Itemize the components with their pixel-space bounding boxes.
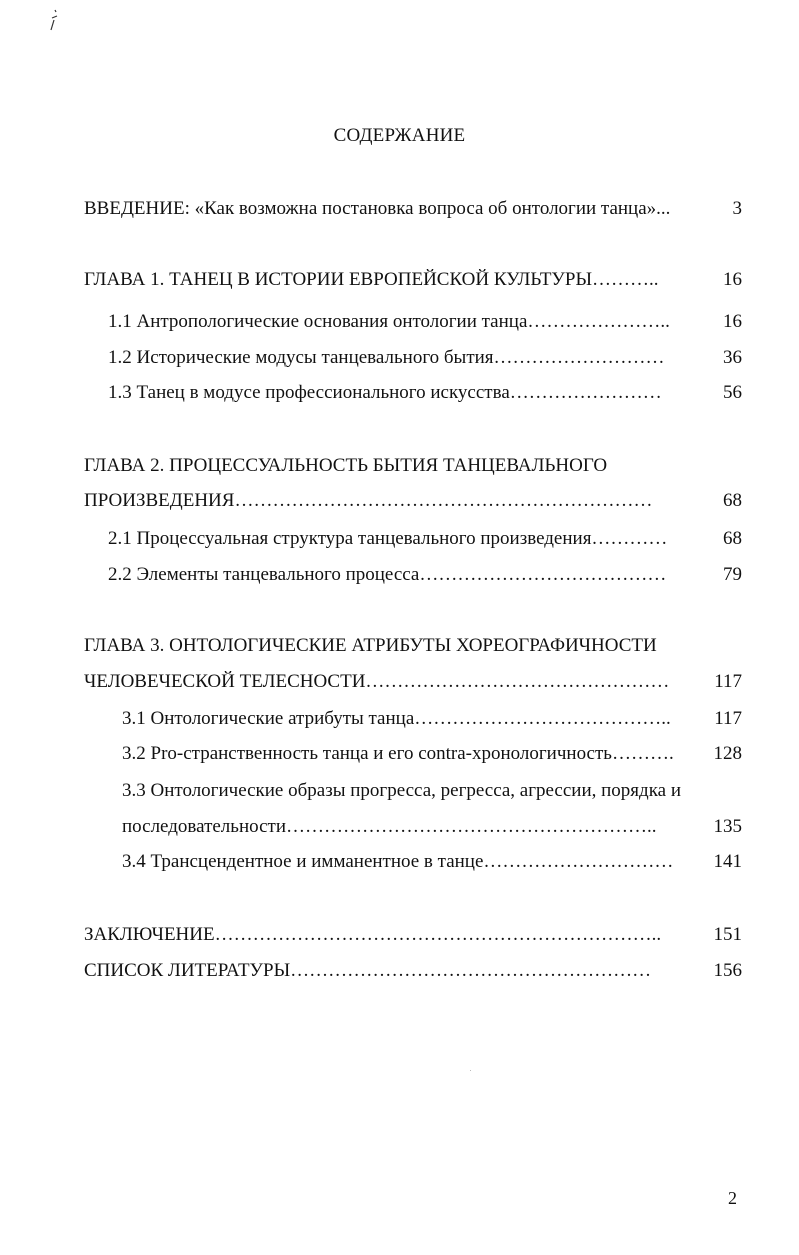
page-number: 2	[728, 1188, 737, 1208]
toc-entry-page: 151	[713, 924, 742, 945]
toc-entry-section-3-1[interactable]	[122, 708, 742, 732]
toc-entry-page: 156	[713, 960, 742, 981]
page-title: СОДЕРЖАНИЕ	[333, 125, 466, 146]
toc-entry-text: 3.4 Трансцендентное и имманентное в танце…………………………	[122, 851, 674, 872]
toc-entry-section-3-3-line1[interactable]: 3.3 Онтологические образы прогресса, регресса, агрессии, порядка и	[122, 780, 681, 801]
toc-entry-text: ВВЕДЕНИЕ: «Как возможна постановка вопроса об онтологии танца»...	[84, 198, 671, 219]
toc-entry-page: 3	[732, 198, 742, 219]
toc-entry-section-1-1[interactable]	[108, 311, 742, 335]
toc-entry-page: 68	[723, 490, 742, 511]
toc-entry-section-1-2[interactable]	[108, 347, 742, 371]
toc-entry-page: 128	[713, 743, 742, 764]
toc-entry-page: 135	[713, 816, 742, 837]
toc-entry-page: 117	[714, 708, 742, 729]
toc-entry-page: 79	[723, 564, 742, 585]
toc-entry-page: 117	[714, 671, 742, 692]
toc-entry-section-3-3[interactable]	[122, 816, 742, 840]
toc-entry-page: 36	[723, 347, 742, 368]
toc-entry-page: 56	[723, 382, 742, 403]
toc-entry-chapter-2[interactable]	[84, 490, 742, 514]
toc-entry-references[interactable]	[84, 960, 742, 984]
toc-entry-text: ПРОИЗВЕДЕНИЯ…………………………………………………………	[84, 490, 653, 511]
toc-entry-section-2-1[interactable]	[108, 528, 742, 552]
toc-entry-conclusion[interactable]	[84, 924, 742, 948]
toc-entry-text: ЧЕЛОВЕЧЕСКОЙ ТЕЛЕСНОСТИ…………………………………………	[84, 671, 670, 692]
scan-speck	[470, 1070, 471, 1071]
toc-entry-text: 2.1 Процессуальная структура танцевального произведения…………	[108, 528, 668, 549]
toc-entry-chapter-1[interactable]	[84, 269, 742, 293]
toc-entry-section-1-3[interactable]	[108, 382, 742, 406]
toc-entry-section-3-2[interactable]	[122, 743, 742, 767]
toc-entry-text: последовательности…………………………………………………..	[122, 816, 657, 837]
toc-entry-page: 141	[713, 851, 742, 872]
scan-mark-icon	[48, 8, 60, 32]
toc-entry-text: 2.2 Элементы танцевального процесса…………………………………	[108, 564, 667, 585]
toc-entry-text: 3.1 Онтологические атрибуты танца…………………………………..	[122, 708, 671, 729]
toc-entry-text: 1.2 Исторические модусы танцевального бытия………………………	[108, 347, 665, 368]
toc-entry-text: 1.3 Танец в модусе профессионального искусства……………………	[108, 382, 662, 403]
toc-entry-section-2-2[interactable]	[108, 564, 742, 588]
toc-entry-text: 1.1 Антропологические основания онтологии танца…………………..	[108, 311, 670, 332]
toc-entry-text: СПИСОК ЛИТЕРАТУРЫ…………………………………………………	[84, 960, 652, 981]
toc-entry-page: 16	[723, 311, 742, 332]
toc-entry-text: 3.2 Pro-странственность танца и его contra-хронологичность……….	[122, 743, 674, 764]
toc-entry-text: ЗАКЛЮЧЕНИЕ……………………………………………………………..	[84, 924, 662, 945]
toc-entry-chapter-3[interactable]	[84, 671, 742, 695]
toc-chapter-2-heading: ГЛАВА 2. ПРОЦЕССУАЛЬНОСТЬ БЫТИЯ ТАНЦЕВАЛЬНОГО	[84, 455, 608, 476]
toc-entry-section-3-4[interactable]	[122, 851, 742, 875]
toc-entry-page: 68	[723, 528, 742, 549]
toc-entry-page: 16	[723, 269, 742, 290]
toc-entry-text: ГЛАВА 1. ТАНЕЦ В ИСТОРИИ ЕВРОПЕЙСКОЙ КУЛЬТУРЫ………..	[84, 269, 659, 290]
toc-chapter-3-heading: ГЛАВА 3. ОНТОЛОГИЧЕСКИЕ АТРИБУТЫ ХОРЕОГРАФИЧНОСТИ	[84, 635, 657, 656]
toc-entry-intro[interactable]	[84, 198, 742, 222]
